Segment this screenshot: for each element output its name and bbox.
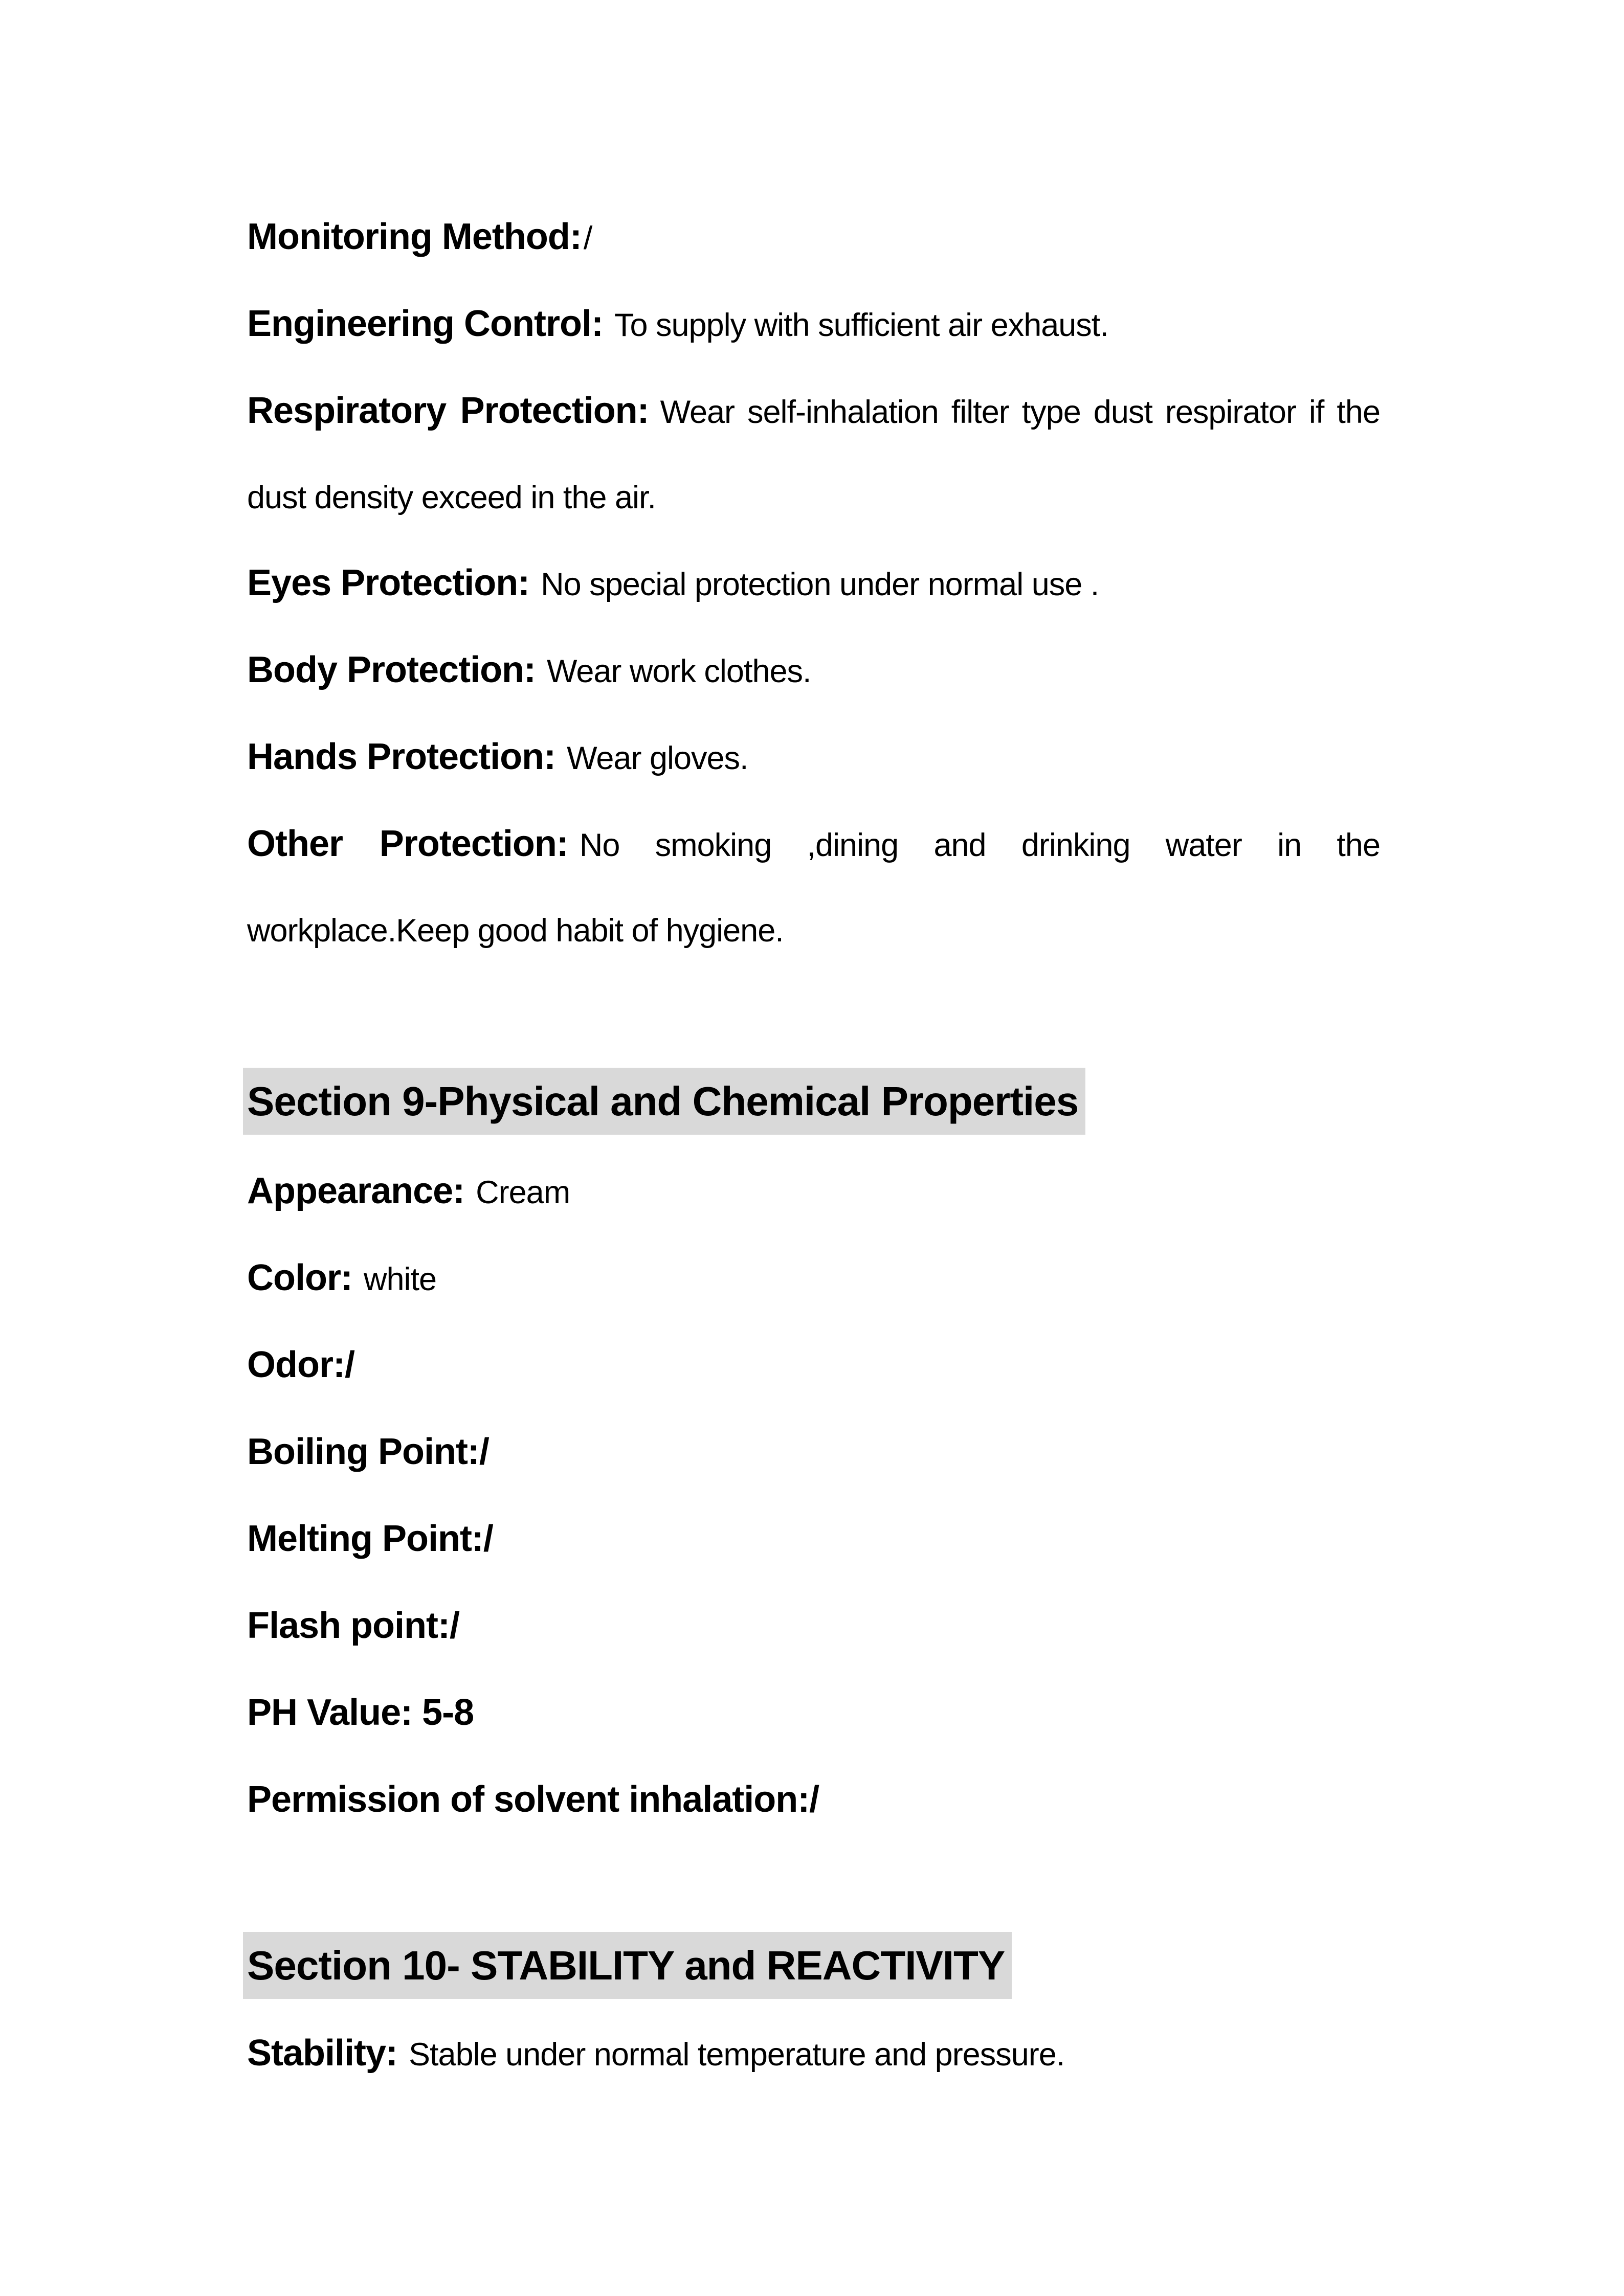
- field-label: Permission of solvent inhalation:/: [247, 1779, 819, 1820]
- field-label: Respiratory Protection:: [247, 390, 649, 431]
- field-value: Wear self-inhalation filter type dust respirator if the dust density exceed in the air.: [247, 394, 1380, 515]
- section-9-heading: Section 9-Physical and Chemical Properties: [243, 1068, 1085, 1135]
- field-value: white: [363, 1262, 437, 1297]
- field-value: /: [583, 220, 592, 256]
- field-value: Cream: [476, 1175, 570, 1210]
- field-label: Monitoring Method:: [247, 216, 582, 257]
- document-content: [247, 194, 1380, 2098]
- field-respiratory-protection: [247, 368, 1380, 541]
- field-value: Wear gloves.: [567, 740, 748, 776]
- field-label: PH Value: 5-8: [247, 1692, 474, 1733]
- field-label: Melting Point:/: [247, 1518, 493, 1559]
- field-ph-value: [247, 1670, 1380, 1757]
- field-label: Body Protection:: [247, 649, 536, 690]
- section-9-heading-line: [247, 1068, 1380, 1135]
- section-10-heading: Section 10- STABILITY and REACTIVITY: [243, 1932, 1012, 1999]
- field-label: Odor:/: [247, 1344, 354, 1385]
- field-monitoring-method: [247, 194, 1380, 281]
- field-label: Hands Protection:: [247, 736, 556, 777]
- field-label: Appearance:: [247, 1170, 465, 1211]
- field-boiling-point: [247, 1409, 1380, 1496]
- field-hands-protection: [247, 714, 1380, 801]
- field-other-protection: [247, 801, 1380, 974]
- field-label: Other Protection:: [247, 823, 568, 864]
- field-odor: [247, 1322, 1380, 1409]
- field-label: Stability:: [247, 2033, 398, 2074]
- field-value: No smoking ,dining and drinking water in the workplace.Keep good habit of hygiene.: [247, 827, 1381, 949]
- field-value: No special protection under normal use .: [541, 567, 1099, 602]
- field-label: Color:: [247, 1257, 352, 1298]
- field-appearance: [247, 1149, 1380, 1235]
- field-stability: [247, 2011, 1380, 2098]
- field-eyes-protection: [247, 541, 1380, 627]
- field-label: Boiling Point:/: [247, 1431, 489, 1472]
- field-value: Wear work clothes.: [547, 654, 811, 689]
- field-permission-solvent-inhalation: [247, 1757, 1380, 1844]
- field-engineering-control: [247, 281, 1380, 368]
- field-label: Engineering Control:: [247, 303, 603, 344]
- field-label: Flash point:/: [247, 1605, 459, 1646]
- section-10-heading-line: [247, 1932, 1380, 1999]
- field-melting-point: [247, 1496, 1380, 1583]
- field-label: Eyes Protection:: [247, 562, 530, 603]
- field-body-protection: [247, 627, 1380, 714]
- field-value: Stable under normal temperature and pressure.: [409, 2037, 1065, 2073]
- field-color: [247, 1235, 1380, 1322]
- field-flash-point: [247, 1583, 1380, 1670]
- field-value: To supply with sufficient air exhaust.: [614, 307, 1108, 343]
